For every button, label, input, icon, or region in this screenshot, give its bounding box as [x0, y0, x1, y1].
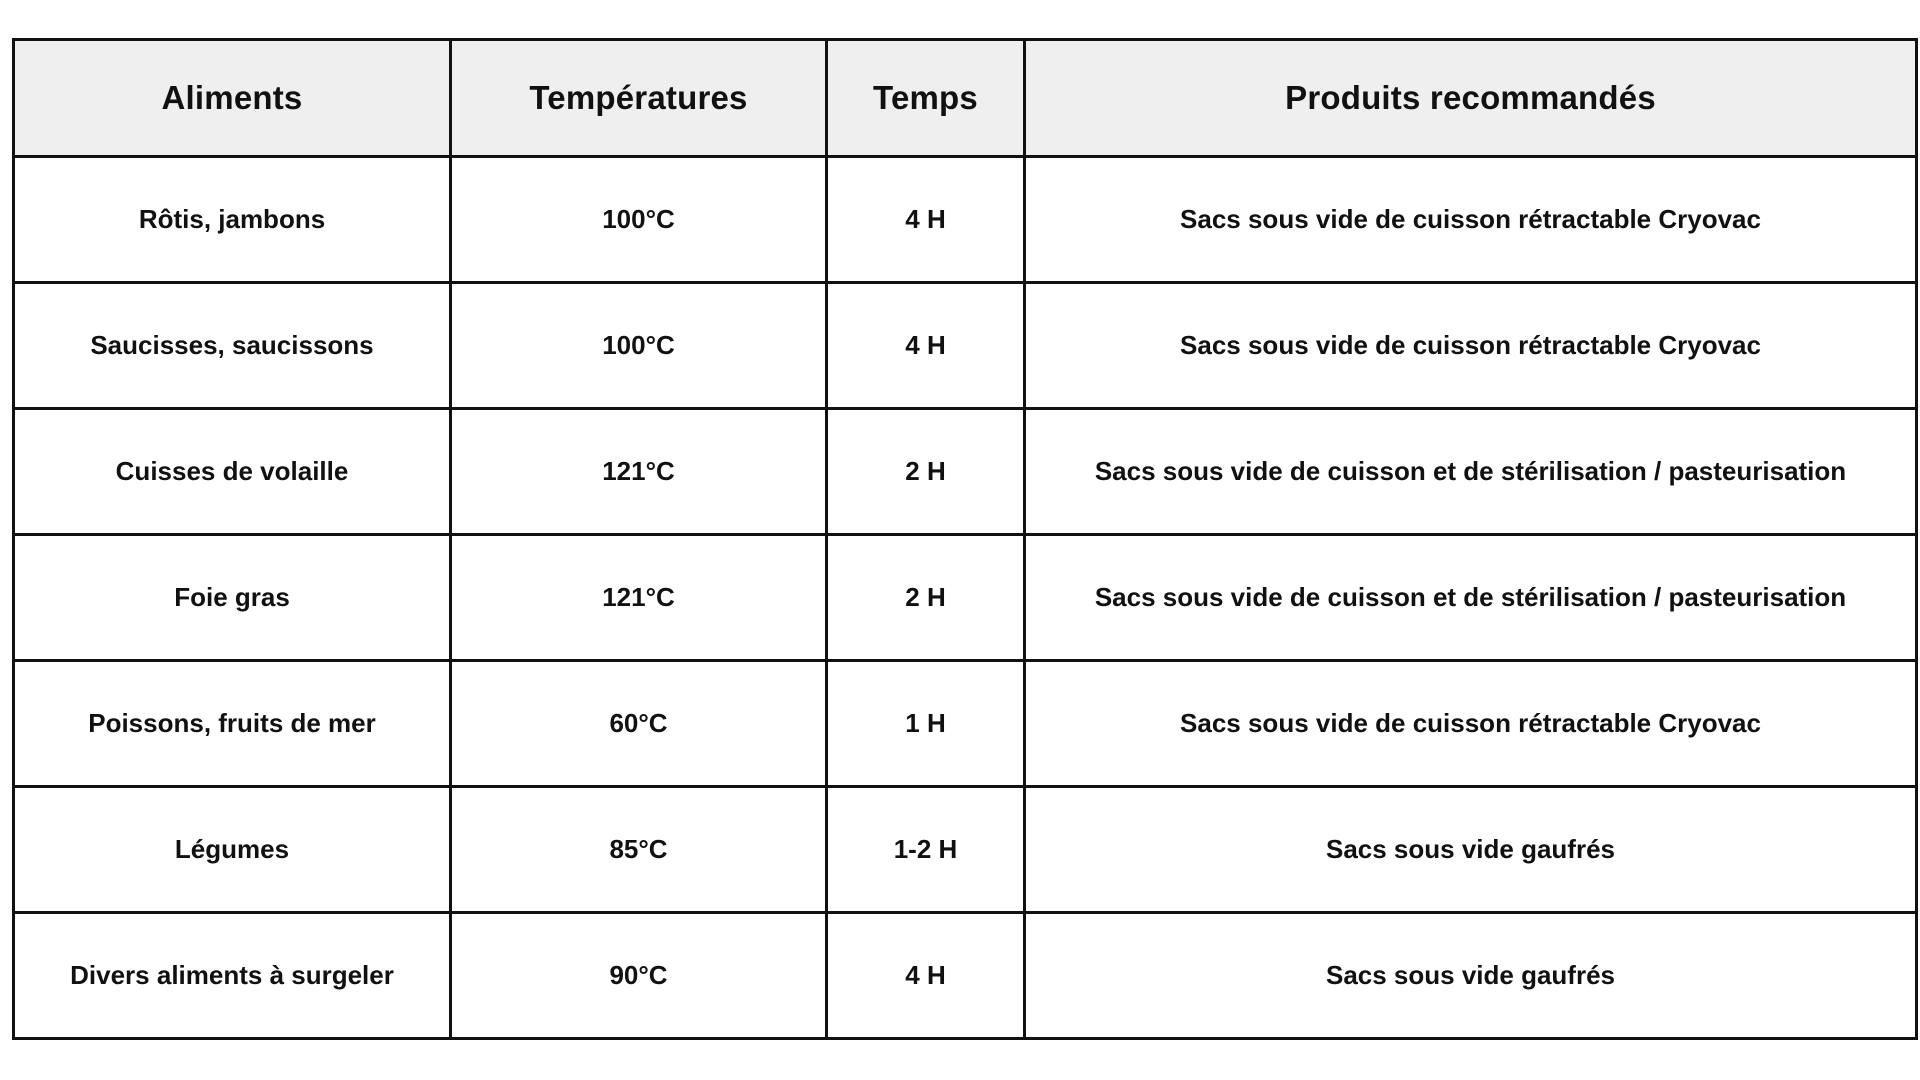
cell-temps: 1-2 H	[827, 787, 1025, 913]
cell-aliment: Saucisses, saucissons	[14, 283, 451, 409]
cell-aliment: Foie gras	[14, 535, 451, 661]
cell-produit: Sacs sous vide gaufrés	[1025, 913, 1917, 1039]
cell-produit: Sacs sous vide de cuisson et de stérilisation / pasteurisation	[1025, 409, 1917, 535]
cell-temps: 1 H	[827, 661, 1025, 787]
header-temperatures: Températures	[451, 40, 827, 157]
cell-temps: 4 H	[827, 283, 1025, 409]
cell-temps: 4 H	[827, 913, 1025, 1039]
header-temps: Temps	[827, 40, 1025, 157]
header-produits: Produits recommandés	[1025, 40, 1917, 157]
table-row	[14, 283, 1917, 409]
cell-aliment: Cuisses de volaille	[14, 409, 451, 535]
cell-aliment: Rôtis, jambons	[14, 157, 451, 283]
cooking-table	[12, 38, 1918, 1040]
table-row	[14, 913, 1917, 1039]
cell-temperature: 121°C	[451, 409, 827, 535]
table-row	[14, 787, 1917, 913]
cell-temperature: 60°C	[451, 661, 827, 787]
cell-aliment: Divers aliments à surgeler	[14, 913, 451, 1039]
cell-temperature: 100°C	[451, 283, 827, 409]
table-header	[14, 40, 1917, 157]
cell-produit: Sacs sous vide de cuisson et de stérilisation / pasteurisation	[1025, 535, 1917, 661]
cell-temps: 4 H	[827, 157, 1025, 283]
header-aliments: Aliments	[14, 40, 451, 157]
header-row	[14, 40, 1917, 157]
cell-aliment: Poissons, fruits de mer	[14, 661, 451, 787]
cooking-table-container	[12, 38, 1918, 1040]
cell-aliment: Légumes	[14, 787, 451, 913]
cell-produit: Sacs sous vide de cuisson rétractable Cryovac	[1025, 157, 1917, 283]
cell-temperature: 85°C	[451, 787, 827, 913]
cell-temps: 2 H	[827, 535, 1025, 661]
table-row	[14, 661, 1917, 787]
cell-temperature: 90°C	[451, 913, 827, 1039]
table-row	[14, 157, 1917, 283]
cell-temperature: 100°C	[451, 157, 827, 283]
cell-temps: 2 H	[827, 409, 1025, 535]
cell-temperature: 121°C	[451, 535, 827, 661]
cell-produit: Sacs sous vide de cuisson rétractable Cryovac	[1025, 283, 1917, 409]
table-body	[14, 157, 1917, 1039]
cell-produit: Sacs sous vide de cuisson rétractable Cryovac	[1025, 661, 1917, 787]
cell-produit: Sacs sous vide gaufrés	[1025, 787, 1917, 913]
table-row	[14, 409, 1917, 535]
table-row	[14, 535, 1917, 661]
